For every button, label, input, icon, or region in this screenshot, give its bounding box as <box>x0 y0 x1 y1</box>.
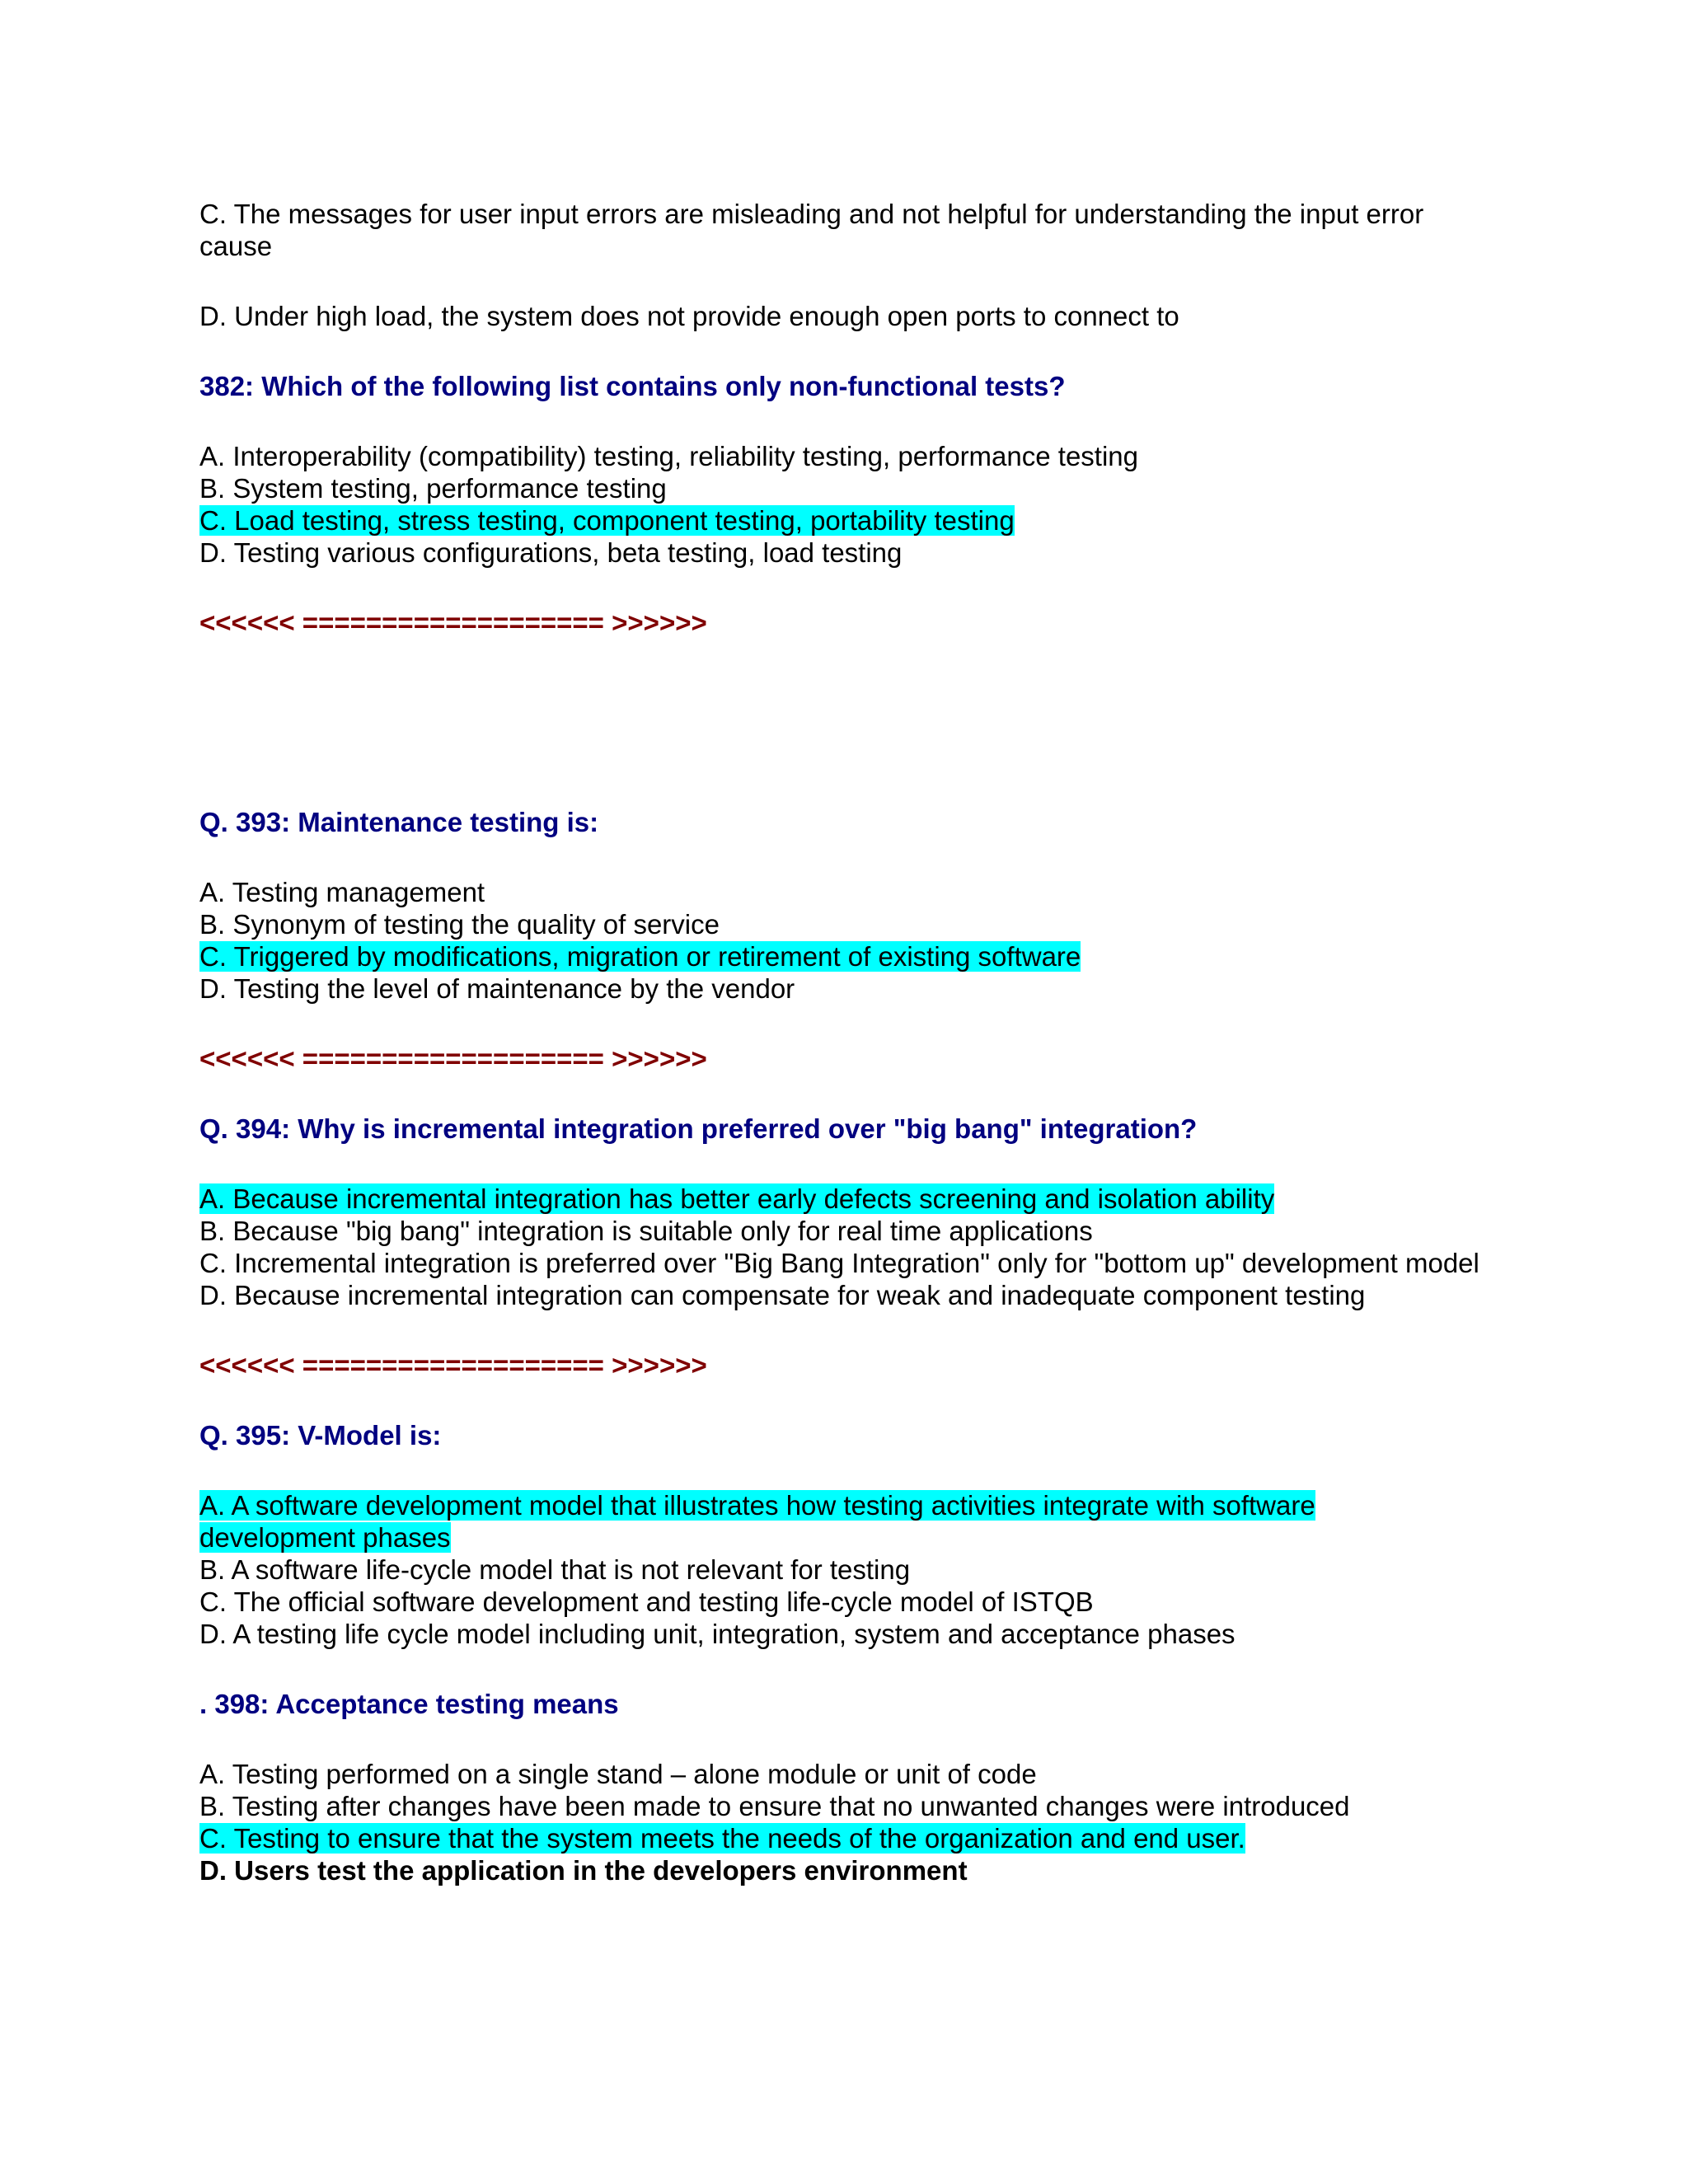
separator: <<<<<< =================== >>>>>> <box>199 1350 707 1380</box>
q398-option-b: B. Testing after changes have been made to ensure that no unwanted changes were introduced <box>199 1791 1350 1821</box>
q382-option-b: B. System testing, performance testing <box>199 473 667 504</box>
q394-option-c: C. Incremental integration is preferred over "Big Bang Integration" only for "bottom up" development model <box>199 1248 1479 1278</box>
q382-option-c-answer: C. Load testing, stress testing, component testing, portability testing <box>199 505 1015 536</box>
separator: <<<<<< =================== >>>>>> <box>199 607 707 638</box>
q395-option-b: B. A software life-cycle model that is not relevant for testing <box>199 1554 911 1585</box>
q393-option-a: A. Testing management <box>199 877 485 907</box>
question-394: Q. 394: Why is incremental integration preferred over "big bang" integration? <box>199 1113 1198 1144</box>
q395-option-d: D. A testing life cycle model including unit, integration, system and acceptance phases <box>199 1619 1236 1649</box>
q398-option-a: A. Testing performed on a single stand – alone module or unit of code <box>199 1759 1037 1789</box>
q394-option-b: B. Because "big bang" integration is suitable only for real time applications <box>199 1216 1093 1246</box>
q382-option-d: D. Testing various configurations, beta testing, load testing <box>199 537 903 568</box>
separator: <<<<<< =================== >>>>>> <box>199 1043 707 1074</box>
q395-option-a-answer: A. A software development model that illustrates how testing activities integrate with software development phases <box>199 1490 1315 1553</box>
question-395: Q. 395: V-Model is: <box>199 1420 442 1451</box>
q398-option-d: D. Users test the application in the developers environment <box>199 1855 968 1886</box>
prev-option-c: C. The messages for user input errors are misleading and not helpful for understanding the input error cause <box>199 199 1424 261</box>
q393-option-b: B. Synonym of testing the quality of service <box>199 909 720 940</box>
question-393: Q. 393: Maintenance testing is: <box>199 807 599 837</box>
question-382: 382: Which of the following list contains only non-functional tests? <box>199 371 1066 401</box>
q393-option-d: D. Testing the level of maintenance by the vendor <box>199 973 795 1004</box>
document-page <box>199 198 1485 1886</box>
q394-option-a-answer: A. Because incremental integration has better early defects screening and isolation ability <box>199 1183 1275 1214</box>
q394-option-d: D. Because incremental integration can compensate for weak and inadequate component testing <box>199 1280 1366 1310</box>
q382-option-a: A. Interoperability (compatibility) testing, reliability testing, performance testing <box>199 441 1138 471</box>
q398-option-c-answer: C. Testing to ensure that the system meets the needs of the organization and end user. <box>199 1823 1245 1854</box>
q393-option-c-answer: C. Triggered by modifications, migration or retirement of existing software <box>199 941 1081 972</box>
q395-option-c: C. The official software development and testing life-cycle model of ISTQB <box>199 1586 1094 1617</box>
prev-option-d: D. Under high load, the system does not provide enough open ports to connect to <box>199 301 1179 331</box>
question-398: . 398: Acceptance testing means <box>199 1689 619 1719</box>
